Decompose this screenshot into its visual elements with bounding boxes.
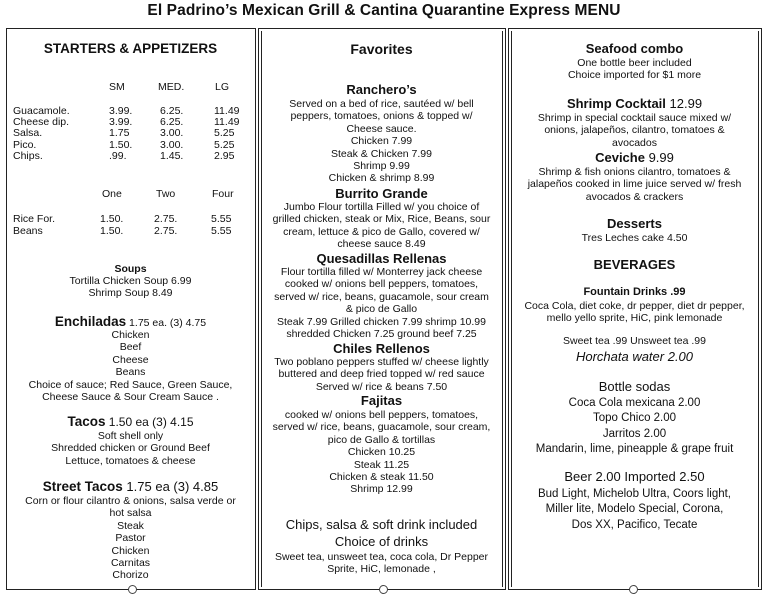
drinks-line: Sprite, HiC, lemonade , [327, 563, 436, 576]
seafood-details [509, 57, 760, 82]
rancheros-name: Ranchero’s [346, 82, 417, 97]
ceviche-price: 9.99 [644, 150, 674, 165]
rancheros-line: Cheese sauce. [346, 122, 417, 135]
tacos-name: Tacos [67, 414, 106, 429]
fajitas-line: pico de Gallo & tortillas [327, 433, 436, 446]
fajitas-line: Shrimp 12.99 [350, 483, 413, 496]
starter-row-med: 6.25. [160, 105, 184, 117]
beverages-heading: BEVERAGES [593, 257, 676, 272]
shrimp-cocktail-line: onions, jalapeños, cilantro, tomatoes & [544, 124, 725, 137]
bottle-soda-line: Topo Chico 2.00 [592, 412, 677, 425]
chiles-line: Two poblano peppers stuffed w/ cheese lightly [274, 356, 489, 368]
burrito-line: cheese sauce 8.49 [337, 238, 426, 251]
burrito-details [259, 201, 504, 251]
street-tacos-price: 1.75 ea (3) 4.85 [122, 479, 219, 494]
menu-title: El Padrino’s Mexican Grill & Cantina Quarantine Express MENU [147, 2, 621, 19]
side-row-one: 1.50. [100, 213, 124, 225]
size-med: MED. [158, 81, 185, 93]
side-row-name: Beans [13, 224, 43, 237]
starter-row-name: Salsa. [13, 127, 43, 140]
drinks-details [259, 551, 504, 576]
page-ring [128, 585, 137, 594]
bottle-sodas-details [509, 396, 760, 457]
desserts-item: Tres Leches cake 4.50 [581, 232, 688, 244]
chiles-line: Served w/ rice & beans 7.50 [315, 380, 448, 393]
tacos-price: 1.50 ea (3) 4.15 [105, 415, 194, 429]
street-tacos-line: Chorizo [112, 569, 149, 582]
enchiladas-price: 1.75 ea. (3) 4.75 [126, 317, 207, 329]
quesadillas-line: shredded Chicken 7.25 ground beef 7.25 [286, 328, 477, 341]
chips-included: Chips, salsa & soft drink included [285, 517, 478, 532]
rancheros-line: Steak & Chicken 7.99 [331, 147, 432, 160]
starter-row-sm: 3.99. [109, 105, 133, 117]
side-row-two: 2.75. [154, 213, 178, 225]
beer-details [509, 487, 760, 533]
side-row [7, 213, 254, 225]
side-row-name: Rice For. [13, 213, 56, 225]
count-four: Four [212, 188, 234, 200]
street-tacos-line: Steak [117, 519, 144, 532]
street-tacos-details [7, 495, 254, 582]
tacos-line: Soft shell only [97, 430, 164, 442]
starter-row-med: 3.00. [160, 127, 184, 140]
enchiladas-line: Chicken [111, 329, 150, 341]
soup-item: Shrimp Soup 8.49 [88, 287, 173, 299]
rancheros-line: Chicken & shrimp 8.99 [328, 172, 435, 185]
tacos-details [7, 430, 254, 467]
enchiladas-details [7, 329, 254, 403]
starter-row-name: Guacamole. [13, 105, 70, 117]
favorites-heading: Favorites [350, 41, 413, 57]
rancheros-line: Shrimp 9.99 [353, 160, 410, 173]
rancheros-line: Chicken 7.99 [350, 135, 413, 148]
starters-heading: STARTERS & APPETIZERS [43, 41, 218, 56]
quesadillas-name: Quesadillas Rellenas [316, 251, 447, 266]
starter-row-lg: 5.25 [214, 138, 235, 151]
side-row [7, 225, 254, 237]
enchiladas-line: Choice of sauce; Red Sauce, Green Sauce, [28, 378, 233, 391]
soup-item: Tortilla Chicken Soup 6.99 [69, 275, 192, 287]
shrimp-cocktail-name: Shrimp Cocktail [566, 96, 666, 111]
fajitas-name: Fajitas [360, 393, 403, 408]
fountain-line: Coca Cola, diet coke, dr pepper, diet dr pepper, [524, 300, 745, 312]
starter-row-sm: 1.50. [109, 138, 133, 151]
burrito-name: Burrito Grande [335, 186, 428, 201]
horchata-line: Horchata water 2.00 [575, 349, 694, 364]
soups-heading: Soups [114, 263, 147, 275]
enchiladas-line: Cheese [112, 353, 149, 366]
bottle-soda-line: Mandarin, lime, pineapple & grape fruit [535, 442, 734, 455]
starter-row-name: Chips. [13, 149, 43, 162]
beer-line: Miller lite, Modelo Special, Corona, [545, 503, 724, 516]
starter-row-med: 3.00. [160, 138, 184, 151]
starter-row [7, 127, 254, 139]
street-tacos-line: Carnitas [110, 557, 151, 570]
starter-row [7, 139, 254, 151]
ceviche-line: avocados & crackers [585, 190, 684, 203]
seafood-line: One bottle beer included [577, 57, 692, 69]
quesadillas-details [259, 266, 504, 340]
size-lg: LG [215, 81, 230, 93]
street-tacos-line: hot salsa [109, 507, 152, 520]
side-row-two: 2.75. [154, 224, 178, 237]
starter-row-lg: 2.95 [214, 149, 235, 162]
bottle-soda-line: Jarritos 2.00 [602, 427, 667, 440]
fajitas-line: served w/ rice, beans, guacamole, sour cream, [272, 421, 491, 434]
shrimp-cocktail-line: Shrimp in special cocktail sauce mixed w/ [537, 112, 732, 124]
beer-heading: Beer 2.00 Imported 2.50 [564, 469, 705, 484]
ceviche-details [509, 166, 760, 203]
ceviche-name: Ceviche [595, 150, 645, 165]
size-sm: SM [109, 81, 125, 93]
enchiladas-title [7, 314, 254, 329]
side-row-one: 1.50. [100, 224, 124, 237]
starter-row-lg: 5.25 [214, 127, 235, 140]
choice-of-drinks: Choice of drinks [334, 534, 429, 549]
seafood-heading: Seafood combo [585, 41, 684, 56]
quesadillas-line: cooked w/ onions bell peppers, tomatoes, [284, 278, 479, 291]
drinks-line: Sweet tea, unsweet tea, coca cola, Dr Pepper [274, 551, 489, 563]
count-header-row [7, 188, 254, 200]
starter-row-name: Pico. [13, 138, 37, 151]
page-ring [379, 585, 388, 594]
count-one: One [102, 188, 122, 200]
starter-row-med: 1.45. [160, 149, 184, 162]
ceviche-line: Shrimp & fish onions cilantro, tomatoes & [538, 166, 731, 178]
enchiladas-line: Beans [115, 366, 146, 379]
starter-row-sm: .99. [109, 149, 127, 162]
column-starters [6, 28, 256, 590]
street-tacos-title [7, 479, 254, 494]
burrito-line: cream, lettuce & pico de Gallo, covered w/ [283, 225, 480, 238]
bottle-soda-line: Coca Cola mexicana 2.00 [568, 397, 701, 409]
quesadillas-line: Flour tortilla filled w/ Monterrey jack cheese [280, 266, 483, 278]
street-tacos-line: Corn or flour cilantro & onions, salsa verde or [25, 495, 236, 507]
street-tacos-name: Street Tacos [42, 479, 123, 494]
starter-row [7, 116, 254, 128]
fajitas-line: cooked w/ onions bell peppers, tomatoes, [284, 409, 479, 421]
shrimp-cocktail-title [509, 96, 760, 111]
tacos-title [7, 414, 254, 429]
column-seafood-beverages [508, 28, 762, 590]
count-two: Two [156, 188, 176, 200]
fajitas-line: Chicken & steak 11.50 [329, 471, 434, 484]
ceviche-line: jalapeños cooked in lime juice served w/ fresh [527, 178, 742, 191]
bottle-sodas-heading: Bottle sodas [598, 379, 671, 394]
quesadillas-line: & pico de Gallo [345, 303, 418, 316]
fajitas-line: Chicken 10.25 [347, 446, 416, 459]
quesadillas-line: served w/ rice, beans, guacamole, sour cream [274, 290, 489, 303]
chiles-line: buttered and deep fried topped w/ red sauce [278, 368, 485, 381]
starter-row-sm: 3.99. [109, 116, 133, 129]
starter-row-med: 6.25. [160, 116, 184, 129]
shrimp-cocktail-line: avocados [612, 136, 657, 149]
starter-row-lg: 11.49 [214, 105, 240, 117]
column-favorites [258, 28, 506, 590]
shrimp-cocktail-details [509, 112, 760, 149]
side-row-four: 5.55 [211, 213, 232, 225]
fajitas-details [259, 409, 504, 496]
street-tacos-line: Chicken [111, 544, 150, 557]
chiles-details [259, 356, 504, 393]
quesadillas-line: Steak 7.99 Grilled chicken 7.99 shrimp 10.99 [277, 315, 486, 328]
desserts-heading: Desserts [607, 216, 662, 231]
starter-row-sm: 1.75 [109, 127, 130, 140]
side-row-four: 5.55 [211, 224, 232, 237]
burrito-line: Jumbo Flour tortilla Filled w/ you choice of [283, 201, 480, 213]
starter-row [7, 105, 254, 117]
tea-line: Sweet tea .99 Unsweet tea .99 [562, 335, 706, 347]
fajitas-line: Steak 11.25 [353, 458, 410, 471]
beer-line: Bud Light, Michelob Ultra, Coors light, [537, 488, 732, 500]
beer-line: Dos XX, Pacifico, Tecate [571, 518, 698, 531]
tacos-line: Lettuce, tomatoes & cheese [65, 454, 196, 467]
tacos-line: Shredded chicken or Ground Beef [51, 442, 210, 455]
seafood-line: Choice imported for $1 more [567, 69, 702, 82]
burrito-line: grilled chicken, steak or Mix, Rice, Beans, sour [272, 213, 491, 226]
fountain-heading: Fountain Drinks .99 [583, 286, 686, 298]
starter-row-lg: 11.49 [214, 116, 240, 129]
rancheros-details [259, 98, 504, 185]
starter-row [7, 150, 254, 162]
size-header-row [7, 81, 254, 93]
rancheros-line: Served on a bed of rice, sautéed w/ bell [289, 98, 474, 110]
enchiladas-line: Beef [119, 341, 142, 354]
street-tacos-line: Pastor [115, 532, 146, 545]
starter-row-name: Cheese dip. [13, 116, 70, 129]
ceviche-title [509, 150, 760, 165]
enchiladas-line: Cheese Sauce & Sour Cream Sauce . [42, 391, 219, 404]
rancheros-line: peppers, tomatoes, onions & topped w/ [290, 110, 473, 123]
fountain-details [509, 300, 760, 325]
enchiladas-name: Enchiladas [54, 314, 127, 329]
page-ring [629, 585, 638, 594]
fountain-line: mello yello sprite, HiC, pink lemonade [546, 312, 723, 325]
chiles-name: Chiles Rellenos [333, 341, 430, 356]
shrimp-cocktail-price: 12.99 [665, 96, 703, 111]
